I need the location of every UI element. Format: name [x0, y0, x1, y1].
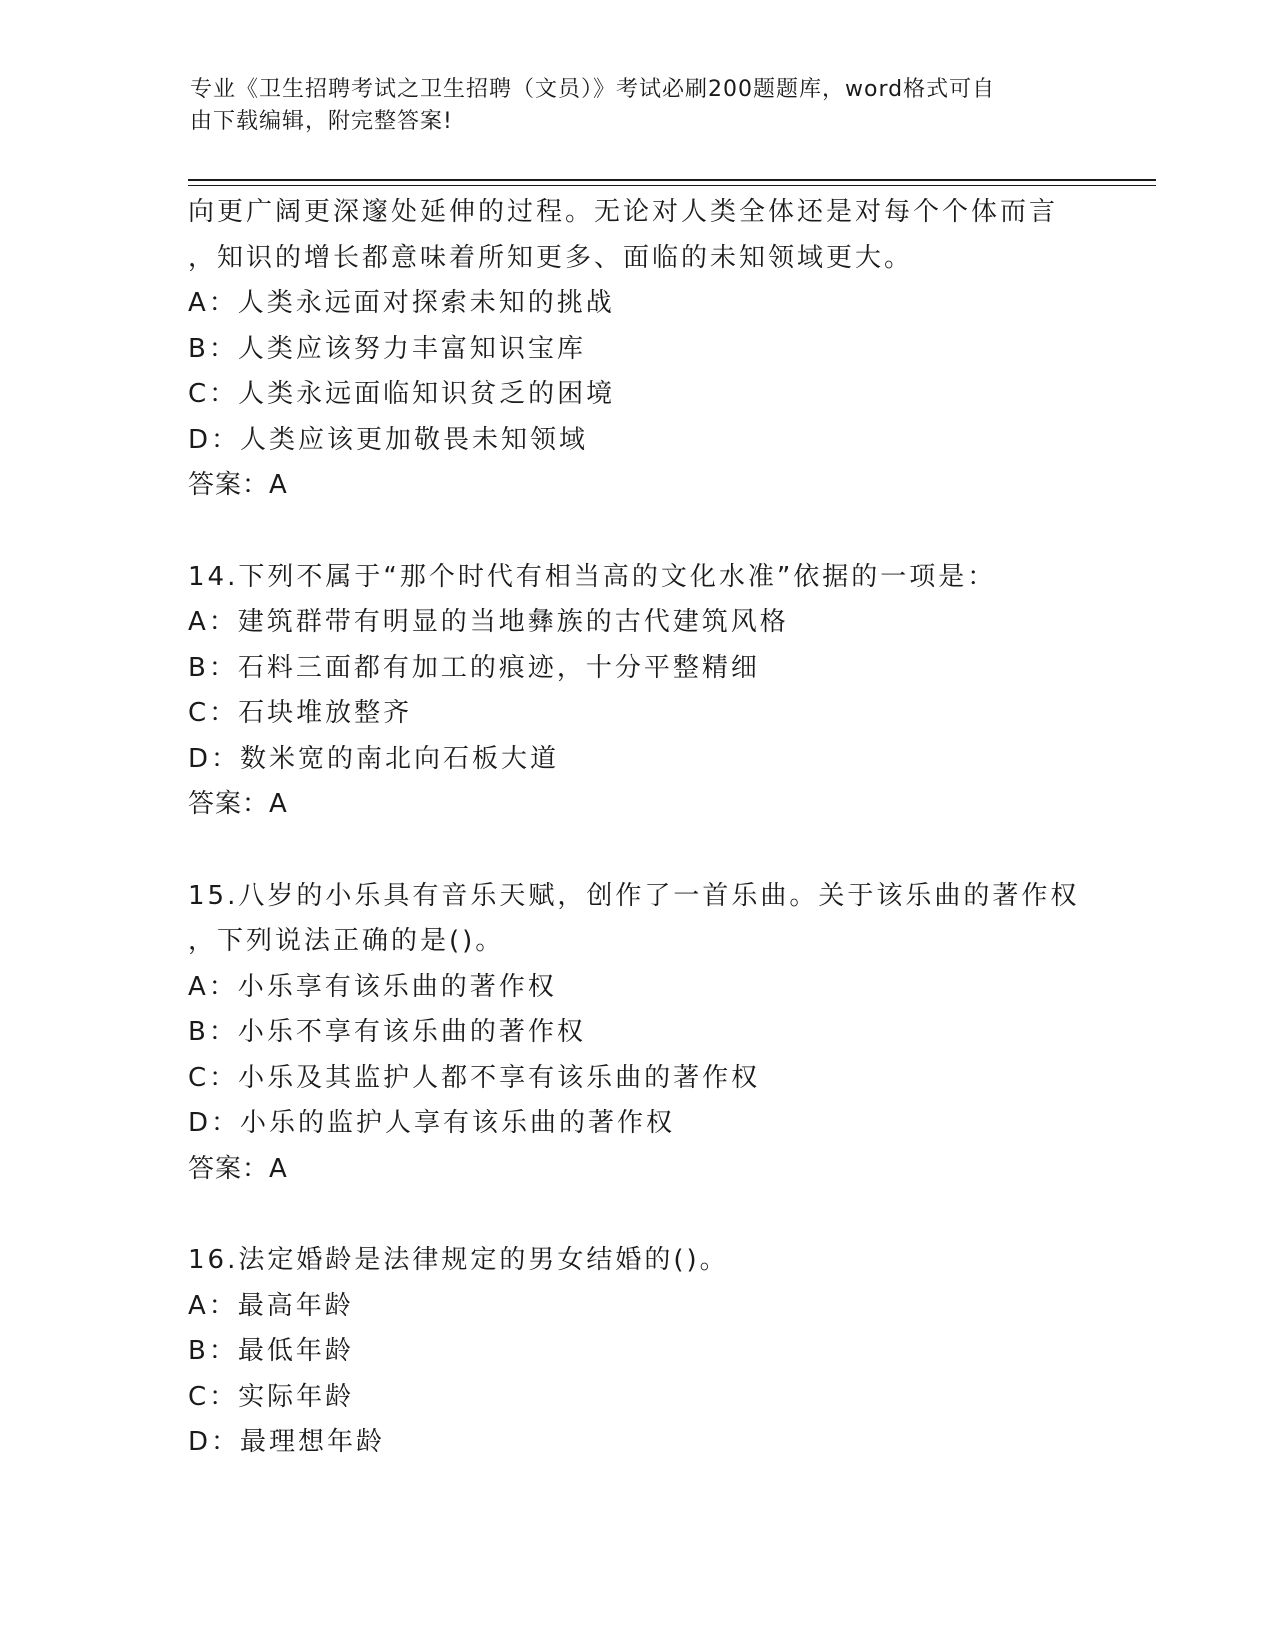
option-d: D：小乐的监护人享有该乐曲的著作权: [188, 1108, 676, 1138]
option-b: B：石料三面都有加工的痕迹，十分平整精细: [188, 652, 760, 683]
answer-label: 答案：A: [188, 1153, 288, 1184]
option-d: D：数米宽的南北向石板大道: [188, 743, 560, 774]
option-a: A：小乐享有该乐曲的著作权: [188, 971, 557, 1002]
question-spacer: [188, 1192, 1088, 1238]
header-line-1: 专业《卫生招聘考试之卫生招聘（文员）》考试必刷200题题库，word格式可自: [190, 77, 996, 102]
option-a: A：人类永远面对探索未知的挑战: [188, 288, 615, 318]
question-text-line: 16.法定婚龄是法律规定的男女结婚的()。: [188, 1245, 729, 1275]
question-text-line: 15.八岁的小乐具有音乐天赋，创作了一首乐曲。关于该乐曲的著作权: [188, 880, 1080, 911]
option-a: A：最高年龄: [188, 1290, 354, 1321]
option-c: C：石块堆放整齐: [188, 698, 413, 728]
option-d: D：最理想年龄: [188, 1427, 386, 1457]
option-d: D：人类应该更加敬畏未知领域: [188, 424, 589, 455]
option-c: C：小乐及其监护人都不享有该乐曲的著作权: [188, 1062, 761, 1093]
option-c: C：人类永远面临知识贫乏的困境: [188, 379, 616, 409]
question-13: [188, 190, 1088, 509]
header-divider-thick: [188, 179, 1156, 181]
answer-label: 答案：A: [188, 789, 288, 819]
header-divider-thin: [188, 185, 1156, 186]
option-b: B：最低年龄: [188, 1336, 354, 1366]
option-b: B：人类应该努力丰富知识宝库: [188, 333, 586, 364]
document-header: [190, 74, 1080, 138]
header-line-2: 由下载编辑，附完整答案!: [190, 109, 453, 134]
question-15: [188, 874, 1088, 1193]
question-text-line: 14.下列不属于“那个时代有相当高的文化水准”依据的一项是：: [188, 561, 997, 592]
question-list: [188, 190, 1088, 1466]
answer-label: 答案：A: [188, 470, 288, 500]
question-text-line: ，下列说法正确的是()。: [188, 926, 505, 956]
option-b: B：小乐不享有该乐曲的著作权: [188, 1017, 586, 1047]
question-spacer: [188, 828, 1088, 874]
question-14: [188, 555, 1088, 828]
question-spacer: [188, 509, 1088, 555]
question-text-line: ，知识的增长都意味着所知更多、面临的未知领域更大。: [188, 242, 914, 273]
option-c: C：实际年龄: [188, 1381, 355, 1412]
question-text-line: 向更广阔更深邃处延伸的过程。无论对人类全体还是对每个个体而言: [188, 197, 1059, 227]
option-a: A：建筑群带有明显的当地彝族的古代建筑风格: [188, 607, 789, 637]
question-16: [188, 1238, 1088, 1466]
